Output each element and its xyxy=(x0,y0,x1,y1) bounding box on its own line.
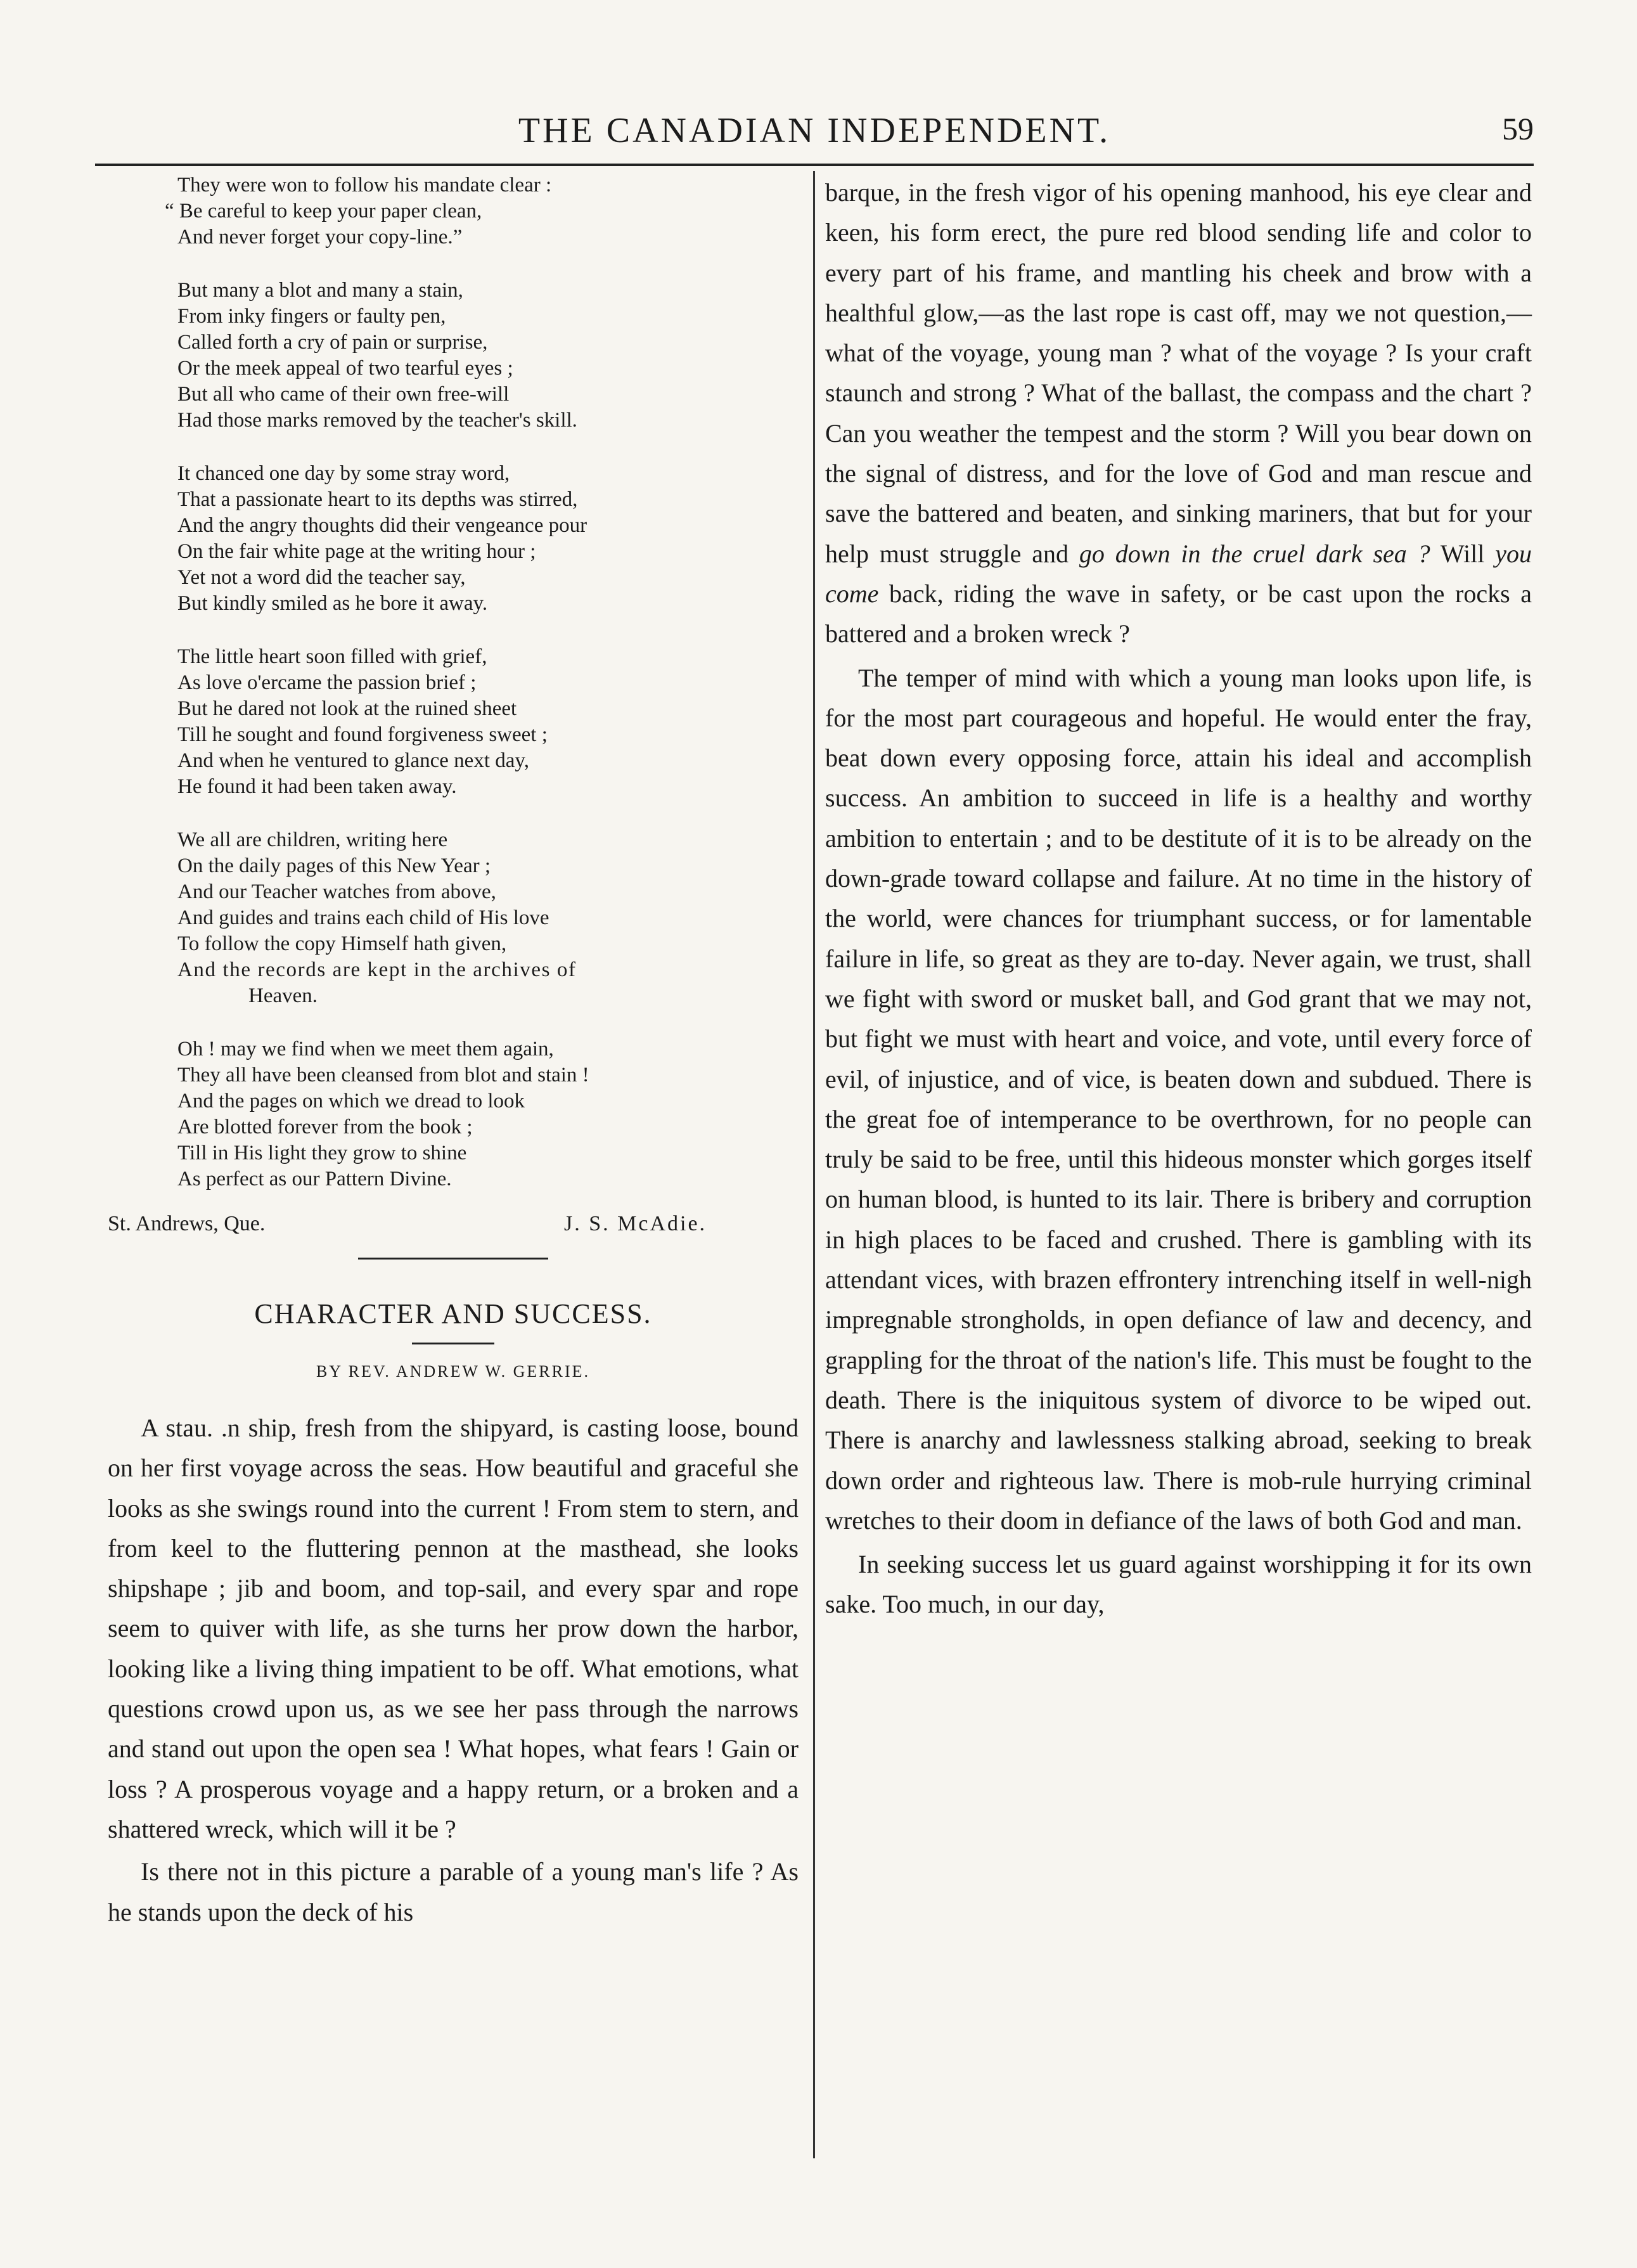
poem-line: He found it had been taken away. xyxy=(177,775,457,798)
poem-line: They were won to follow his mandate clear : xyxy=(177,174,552,197)
paragraph: In seeking success let us guard against worshipping it for its own sake. Too much, in our day, xyxy=(825,1550,1532,1619)
poem-line: As perfect as our Pattern Divine. xyxy=(177,1168,452,1190)
poem-line: But all who came of their own free-will xyxy=(177,383,510,406)
poem-line: Or the meek appeal of two tearful eyes ; xyxy=(177,357,513,380)
column-divider xyxy=(813,171,815,2158)
poem-line: On the fair white page at the writing hour ; xyxy=(177,540,536,563)
poem-line: But many a blot and many a stain, xyxy=(177,279,463,302)
italic-text: go down in the cruel dark sea ? xyxy=(1079,539,1430,568)
title-rule xyxy=(412,1343,494,1344)
poem-stanza xyxy=(177,1036,799,1192)
poem-stanza xyxy=(165,172,799,250)
left-column xyxy=(108,172,799,1932)
poem-line: Had those marks removed by the teacher's skill. xyxy=(177,409,577,432)
italic-text: you come xyxy=(825,539,1532,608)
poem-line: To follow the copy Himself hath given, xyxy=(177,932,507,955)
poem-line: And never forget your copy-line.” xyxy=(177,226,463,248)
article-title: CHARACTER AND SUCCESS. xyxy=(254,1298,652,1329)
poem-line: We all are children, writing here xyxy=(177,828,448,851)
paragraph: The temper of mind with which a young man looks upon life, is for the most part courageous and hopeful. He would enter the fray, beat down every opposing force, attain his ideal and accomplish success. An ambition to succeed in life is a healthy and worthy ambition to entertain ; and to be destitute of it is to be already on the down-grade toward collapse and failure. At no time in the history of the world, were chances for triumphant success, or for lamentable failure in life, so great as they are to-day. Never again, we trust, shall we fight with sword or musket ball, and God grant that we may not, but fight we must with heart and voice, and vote, until every force of evil, of injustice, and of vice, is beaten down and subdued. There is the great foe of intemperance to be overthrown, for no people can truly be said to be free, until this hideous monster which gorges itself on human blood, is hunted to its lair. There is bribery and corruption in high places to be faced and crushed. There is gambling with its attendant vices, with brazen effrontery intrenching itself in well-nigh impregnable strongholds, in open defiance of law and decency, and grappling for the throat of the nation's life. This must be fought to the death. There is the iniquitous system of divorce to be wiped out. There is anarchy and lawlessness stalking abroad, seeking to break down order and righteous law. There is mob-rule hurrying criminal wretches to their doom in defiance of the laws of both God and man. xyxy=(825,663,1532,1535)
paragraph-text: Will xyxy=(1430,539,1496,568)
poem-stanza xyxy=(177,644,799,800)
poem-line: But kindly smiled as he bore it away. xyxy=(177,592,488,615)
poem-line: As love o'ercame the passion brief ; xyxy=(177,671,477,694)
header-rule xyxy=(95,164,1534,166)
poem xyxy=(165,172,799,1192)
poem-signature xyxy=(108,1212,799,1240)
poem-line: And guides and trains each child of His love xyxy=(177,906,549,929)
poem-line: And our Teacher watches from above, xyxy=(177,880,496,903)
poem-line: “ Be careful to keep your paper clean, xyxy=(165,200,482,222)
poem-stanza xyxy=(177,278,799,434)
right-column xyxy=(825,172,1532,1625)
poem-line: And the angry thoughts did their vengeance pour xyxy=(177,514,587,537)
poem-stanza xyxy=(177,461,799,617)
paragraph-text: barque, in the fresh vigor of his opening manhood, his eye clear and keen, his form erect, the pure red blood sending life and color to every part of his frame, and mantling his cheek and brow with a healthful glow,—as the last rope is cast off, may we not question,—what of the voyage, young man ? what of the voyage ? Is your craft staunch and strong ? What of the ballast, the compass and the chart ? Can you weather the tempest and the storm ? Will you bear down on the signal of distress, and for the love of God and man rescue and save the battered and beaten, and sinking mariners, that but for your help must struggle and xyxy=(825,178,1532,568)
paragraph: Is there not in this picture a parable of a young man's life ? As he stands upon the deck of his xyxy=(108,1857,799,1926)
poem-line: And the records are kept in the archives of xyxy=(177,958,577,981)
poem-stanza xyxy=(177,827,799,1009)
poem-line: Oh ! may we find when we meet them again, xyxy=(177,1038,554,1060)
section-rule xyxy=(358,1258,548,1260)
paragraph: A stau. .n ship, fresh from the shipyard, is casting loose, bound on her first voyage across the seas. How beautiful and graceful she looks as she swings round into the current ! From stem to stern, and from keel to the fluttering pennon at the masthead, she looks shipshape ; jib and boom, and top-sail, and every spar and rope seem to quiver with life, as she turns her prow down the harbor, looking like a living thing impatient to be off. What emotions, what questions crowd upon us, as we see her pass through the narrows and stand out upon the open sea ! What hopes, what fears ! Gain or loss ? A prosperous voyage and a happy return, or a broken and a shattered wreck, which will it be ? xyxy=(108,1414,799,1843)
poem-line: Called forth a cry of pain or surprise, xyxy=(177,331,488,354)
poem-line: They all have been cleansed from blot and stain ! xyxy=(177,1064,589,1086)
poem-line: Heaven. xyxy=(248,984,318,1007)
poem-line: Are blotted forever from the book ; xyxy=(177,1116,473,1138)
poem-line: From inky fingers or faulty pen, xyxy=(177,305,446,328)
poem-line: Yet not a word did the teacher say, xyxy=(177,566,466,589)
poem-line: And when he ventured to glance next day, xyxy=(177,749,530,772)
page-number: 59 xyxy=(1502,111,1534,146)
paragraph xyxy=(825,172,1532,654)
running-head xyxy=(95,106,1534,157)
poem-line: Till in His light they grow to shine xyxy=(177,1142,467,1164)
signature-author: J. S. McAdie. xyxy=(564,1212,707,1235)
poem-line: That a passionate heart to its depths was stirred, xyxy=(177,488,578,511)
article-byline: BY REV. ANDREW W. GERRIE. xyxy=(316,1362,591,1381)
poem-line: But he dared not look at the ruined sheet xyxy=(177,697,517,720)
poem-line: It chanced one day by some stray word, xyxy=(177,462,510,485)
journal-title: THE CANADIAN INDEPENDENT. xyxy=(518,111,1111,150)
poem-line: The little heart soon filled with grief, xyxy=(177,645,487,668)
poem-line: And the pages on which we dread to look xyxy=(177,1090,525,1112)
poem-line: Till he sought and found forgiveness sweet ; xyxy=(177,723,548,746)
poem-line: On the daily pages of this New Year ; xyxy=(177,854,491,877)
paragraph-text: back, riding the wave in safety, or be cast upon the rocks a battered and a broken wreck ? xyxy=(825,579,1532,648)
signature-place: St. Andrews, Que. xyxy=(108,1212,266,1235)
